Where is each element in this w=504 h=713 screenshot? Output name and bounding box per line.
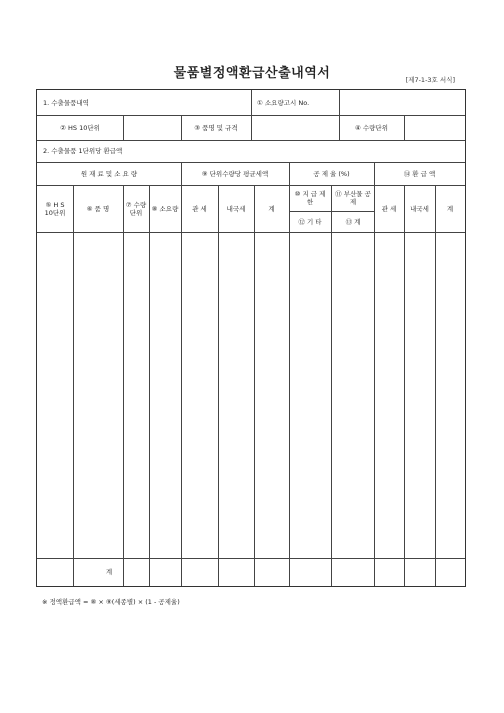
- vline-col-11: [435, 185, 436, 586]
- col-byproduct-deduction: ⑪ 부산물 공 제: [335, 190, 371, 206]
- col-refund-domestic: 내국세: [410, 204, 429, 213]
- section2-label: 2. 수출물품 1단위당 환급액: [43, 147, 123, 155]
- vline-r2-c: [251, 115, 252, 140]
- vline-col-6: [254, 185, 255, 586]
- vline-col-1: [73, 185, 74, 586]
- refund-amount-header: ⑭ 환 급 액: [403, 169, 436, 178]
- vline-r1-a: [251, 90, 252, 115]
- col-other: ⑫ 기 타: [298, 217, 322, 226]
- vline-col-3: [149, 185, 150, 586]
- formula-footnote: ※ 정액환급액 = ⑧ × ⑨(세종별) × (1 - 공제율): [42, 598, 180, 606]
- form-table: [36, 89, 466, 587]
- hs-code-label: ② HS 10단위: [60, 123, 100, 132]
- col-deduction-sum: ⑬ 계: [345, 217, 361, 226]
- col-tax-total: 계: [268, 204, 275, 213]
- col-customs-duty: 관 세: [192, 204, 207, 213]
- export-unit-label: ④ 수량단위: [354, 123, 388, 132]
- vline-col-2: [123, 185, 124, 586]
- col-refund-customs: 관 세: [381, 204, 397, 213]
- hline-body-top: [37, 232, 465, 233]
- document-title: 물품별정액환급산출내역서: [173, 66, 331, 81]
- unit-avg-tax-header: ⑨ 단위수량당 평균세액: [201, 169, 269, 178]
- vline-col-5: [218, 185, 219, 586]
- col-domestic-tax: 내국세: [226, 204, 246, 213]
- form-number: [제7-1-3호 서식]: [405, 76, 455, 84]
- vline-col-10: [404, 185, 405, 586]
- col-prepaid-limit: ⑩ 지 급 제 한: [294, 190, 326, 206]
- item-spec-label: ③ 품명 및 규격: [194, 123, 238, 132]
- col-hs-code: ⑤ H S 10단위: [44, 200, 66, 217]
- notice-number-label: ① 소요량고시 No.: [257, 98, 310, 107]
- col-refund-total: 계: [446, 204, 454, 213]
- col-item-name: ⑥ 품 명: [86, 204, 110, 213]
- vline-col-9: [374, 185, 375, 586]
- total-row-label: 계: [105, 568, 113, 576]
- vline-col-4: [181, 185, 182, 586]
- vline-col-8: [331, 185, 332, 586]
- vline-col-7: [289, 185, 290, 586]
- col-quantity-unit: ⑦ 수량단위: [125, 200, 147, 217]
- section1-label: 1. 수출물품내역: [43, 98, 89, 107]
- vline-r2-e: [404, 115, 405, 140]
- vline-r2-a: [123, 115, 124, 140]
- deduction-rate-header: 공 제 율 (%): [313, 169, 350, 178]
- col-consumption: ⑧ 소요량: [151, 204, 179, 213]
- vline-r1-b: [339, 90, 340, 115]
- raw-material-header: 원 재 료 및 소 요 량: [80, 169, 138, 178]
